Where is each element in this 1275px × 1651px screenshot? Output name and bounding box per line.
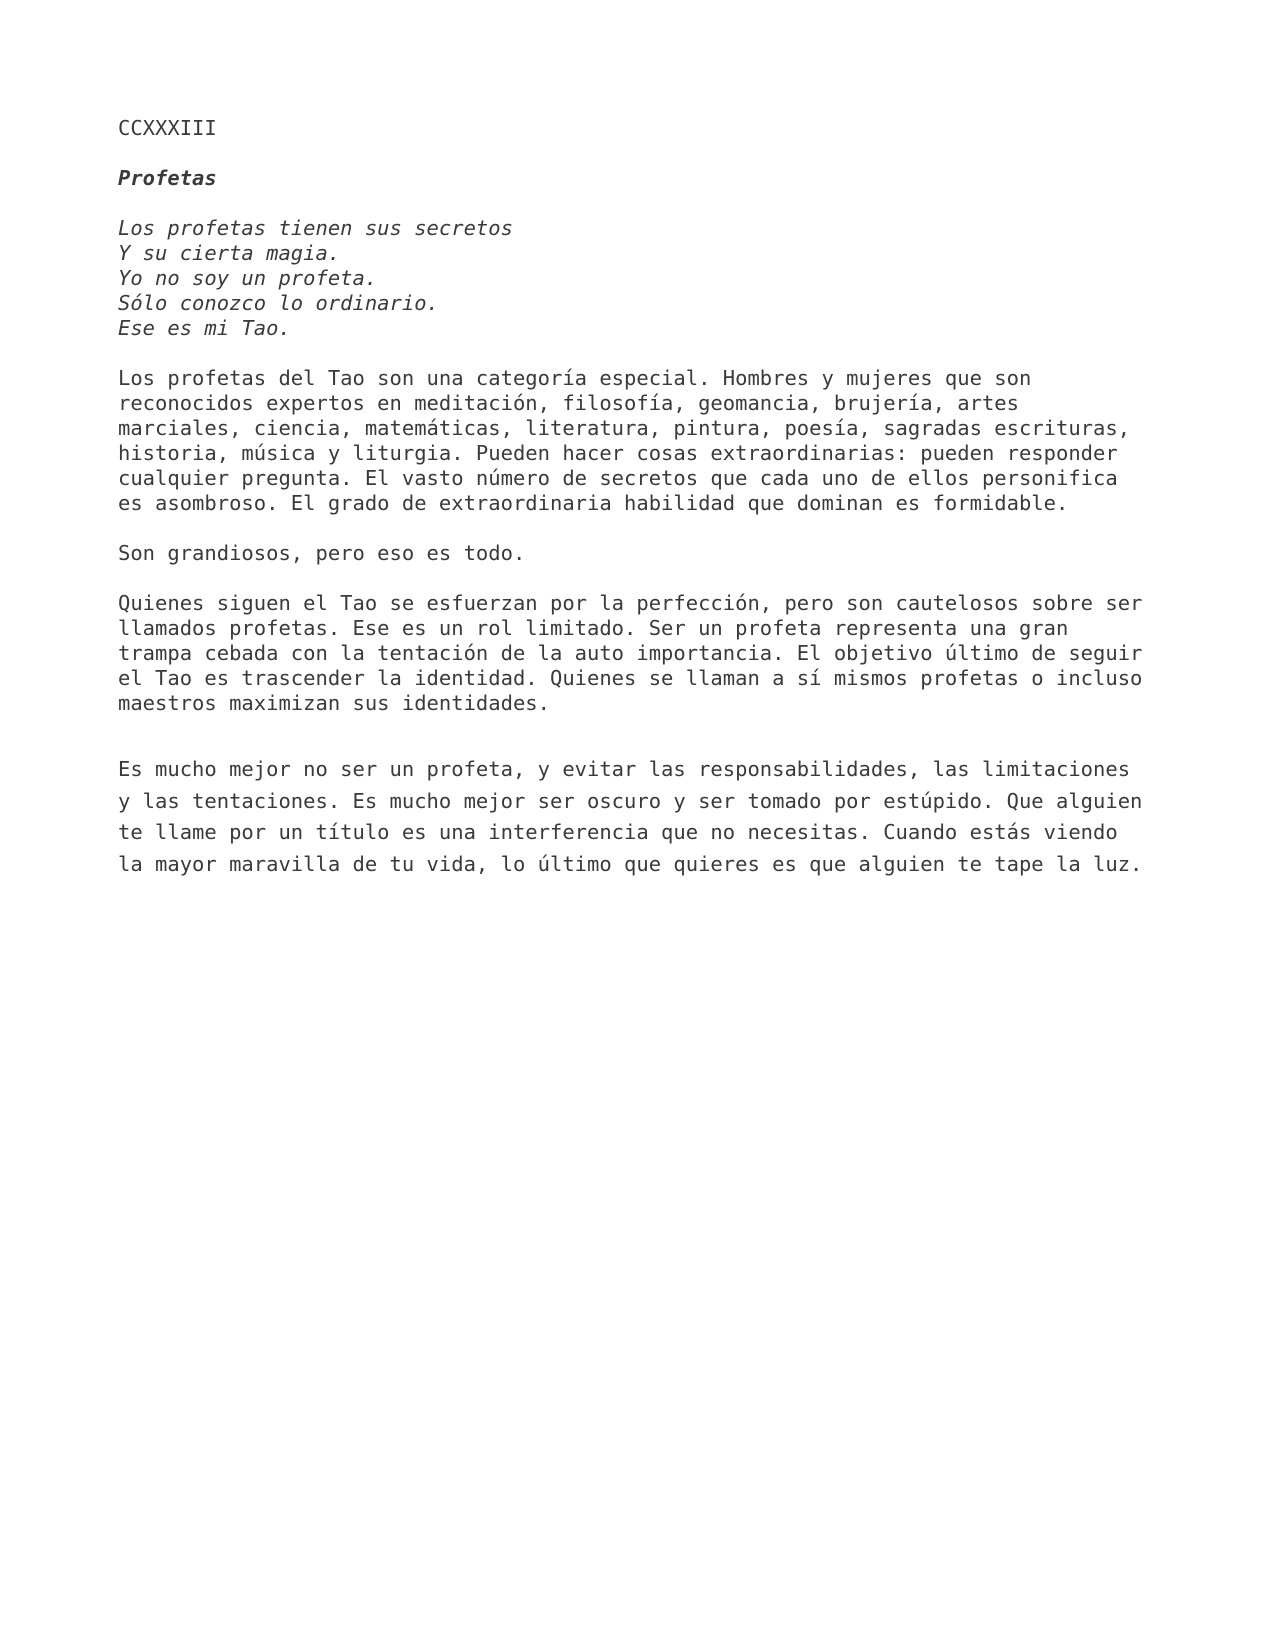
text-line: historia, música y liturgia. Pueden hacer cosas extraordinarias: pueden responder xyxy=(118,441,1118,465)
text-line: trampa cebada con la tentación de la auto importancia. El objetivo último de seguir xyxy=(118,641,1143,665)
text-line: cualquier pregunta. El vasto número de secretos que cada uno de ellos personifica xyxy=(118,466,1118,490)
text-line: Los profetas del Tao son una categoría especial. Hombres y mujeres que son xyxy=(118,366,1032,390)
poem xyxy=(118,216,1188,341)
chapter-number: CCXXXIII xyxy=(118,116,217,140)
text-line: Son grandiosos, pero eso es todo. xyxy=(118,541,526,565)
text-line: Es mucho mejor no ser un profeta, y evitar las responsabilidades, las limitaciones xyxy=(118,757,1131,781)
text-line: es asombroso. El grado de extraordinaria habilidad que dominan es formidable. xyxy=(118,491,1069,515)
paragraph-prophets-description xyxy=(118,366,1188,516)
text-line: llamados profetas. Ese es un rol limitado. Ser un profeta representa una gran xyxy=(118,616,1069,640)
text-line: y las tentaciones. Es mucho mejor ser oscuro y ser tomado por estúpido. Que alguien xyxy=(118,788,1143,813)
chapter-title: Profetas xyxy=(118,166,217,190)
poem-line: Sólo conozco lo ordinario. xyxy=(118,291,439,315)
poem-line: Yo no soy un profeta. xyxy=(118,266,378,290)
text-line: reconocidos expertos en meditación, filosofía, geomancia, brujería, artes xyxy=(118,391,1019,415)
document-page xyxy=(118,116,1188,905)
poem-line: Y su cierta magia. xyxy=(118,241,341,265)
poem-line: Los profetas tienen sus secretos xyxy=(118,216,513,240)
poem-line: Ese es mi Tao. xyxy=(118,316,291,340)
paragraph-grandiose xyxy=(118,541,1188,566)
paragraph-followers xyxy=(118,591,1188,716)
text-line: la mayor maravilla de tu vida, lo último que quieres es que alguien te tape la luz. xyxy=(118,851,1143,876)
text-line: el Tao es trascender la identidad. Quienes se llaman a sí mismos profetas o incluso xyxy=(118,666,1143,690)
text-line: marciales, ciencia, matemáticas, literatura, pintura, poesía, sagradas escrituras, xyxy=(118,416,1131,440)
text-line: Quienes siguen el Tao se esfuerzan por la perfección, pero son cautelosos sobre ser xyxy=(118,591,1143,615)
text-line: maestros maximizan sus identidades. xyxy=(118,691,550,715)
paragraph-better-not xyxy=(118,754,1188,880)
text-line: te llame por un título es una interferencia que no necesitas. Cuando estás viendo xyxy=(118,820,1118,844)
